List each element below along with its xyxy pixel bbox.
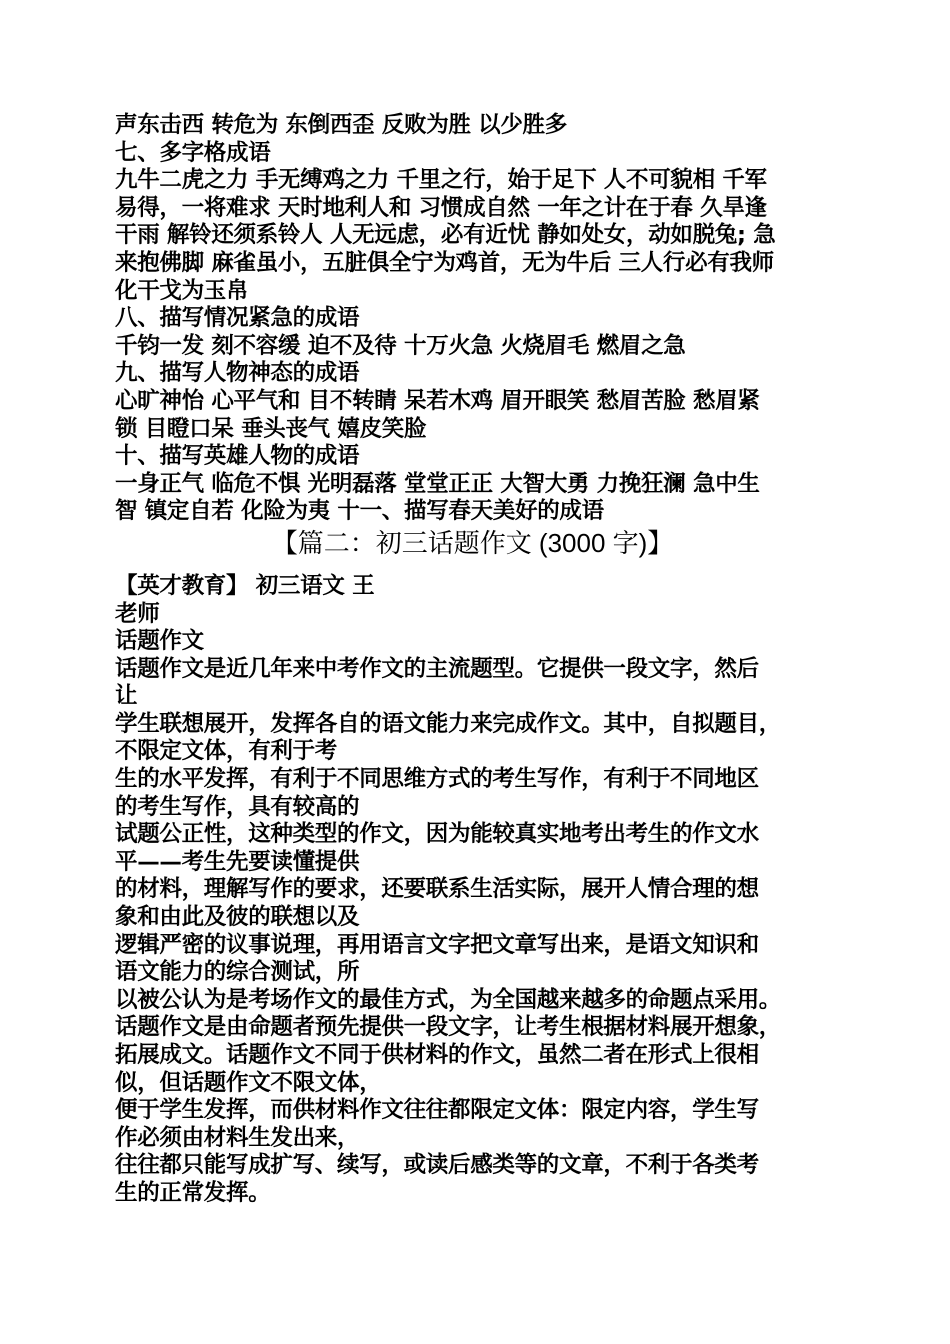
- text-line: 不限定文体，有利于考: [115, 738, 338, 765]
- text-line: 似，但话题作文不限文体，: [115, 1069, 382, 1096]
- text-line: 往往都只能写成扩写、续写，或读后感类等的文章，不利于各类考: [115, 1152, 759, 1179]
- section-topic-essay: [115, 573, 830, 1208]
- text-line: 千钧一发 刻不容缓 迫不及待 十万火急 火烧眉毛 燃眉之急: [115, 332, 686, 359]
- text-line: 作必须由材料生发出来，: [115, 1124, 360, 1151]
- text-line: 的考生写作，具有较高的: [115, 793, 360, 820]
- text-line: 化干戈为玉帛: [115, 277, 249, 304]
- text-line: 语文能力的综合测试，所: [115, 959, 360, 986]
- text-line: 干雨 解铃还须系铃人 人无远虑，必有近忧 静如处女，动如脱兔; 急: [115, 222, 776, 249]
- text-line: 心旷神怡 心平气和 目不转睛 呆若木鸡 眉开眼笑 愁眉苦脸 愁眉紧: [115, 387, 760, 414]
- section-heading: 【篇二：初三话题作文 (3000 字)】: [271, 527, 674, 558]
- section-idioms: [115, 112, 830, 526]
- text-line: 易得，一将难求 天时地利人和 习惯成自然 一年之计在于春 久旱逢: [115, 194, 767, 221]
- text-line: 七、多字格成语: [115, 139, 271, 166]
- text-line: 智 镇定自若 化险为夷 十一、描写春天美好的成语: [115, 498, 604, 525]
- text-line: 学生联想展开，发挥各自的语文能力来完成作文。其中，自拟题目，: [115, 710, 782, 737]
- text-line: 来抱佛脚 麻雀虽小，五脏俱全宁为鸡首，无为牛后 三人行必有我师: [115, 249, 774, 276]
- text-line: 老师: [115, 600, 160, 627]
- text-line: 生的正常发挥。: [115, 1179, 271, 1206]
- text-line: 以被公认为是考场作文的最佳方式，为全国越来越多的命题点采用。: [115, 986, 782, 1013]
- text-line: 的材料，理解写作的要求，还要联系生活实际，展开人情合理的想: [115, 876, 759, 903]
- text-line: 便于学生发挥，而供材料作文往往都限定文体：限定内容，学生写: [115, 1097, 759, 1124]
- text-line: 逻辑严密的议事说理，再用语言文字把文章写出来，是语文知识和: [115, 931, 759, 958]
- text-line: 声东击西 转危为 东倒西歪 反败为胜 以少胜多: [115, 112, 567, 138]
- text-line: 九、描写人物神态的成语: [115, 360, 360, 387]
- text-line: 话题作文是近几年来中考作文的主流题型。它提供一段文字，然后: [115, 655, 759, 682]
- text-line: 话题作文: [115, 628, 204, 655]
- text-line: 平——考生先要读懂提供: [115, 848, 360, 875]
- text-line: 话题作文是由命题者预先提供一段文字，让考生根据材料展开想象，: [115, 1014, 782, 1041]
- text-line: 生的水平发挥，有利于不同思维方式的考生写作，有利于不同地区: [115, 766, 759, 793]
- text-line: 十、描写英雄人物的成语: [115, 443, 360, 470]
- document-page: [115, 112, 830, 1208]
- text-line: 锁 目瞪口呆 垂头丧气 嬉皮笑脸: [115, 415, 427, 442]
- text-line: 试题公正性，这种类型的作文，因为能较真实地考出考生的作文水: [115, 821, 759, 848]
- text-line: 八、描写情况紧急的成语: [115, 305, 360, 332]
- text-line: 一身正气 临危不惧 光明磊落 堂堂正正 大智大勇 力挽狂澜 急中生: [115, 470, 760, 497]
- text-line: 拓展成文。话题作文不同于供材料的作文，虽然二者在形式上很相: [115, 1042, 759, 1068]
- text-line: 象和由此及彼的联想以及: [115, 904, 360, 931]
- text-line: 【英才教育】 初三语文 王: [115, 572, 375, 599]
- text-line: 九牛二虎之力 手无缚鸡之力 千里之行，始于足下 人不可貌相 千军: [115, 167, 767, 194]
- text-line: 让: [115, 683, 138, 710]
